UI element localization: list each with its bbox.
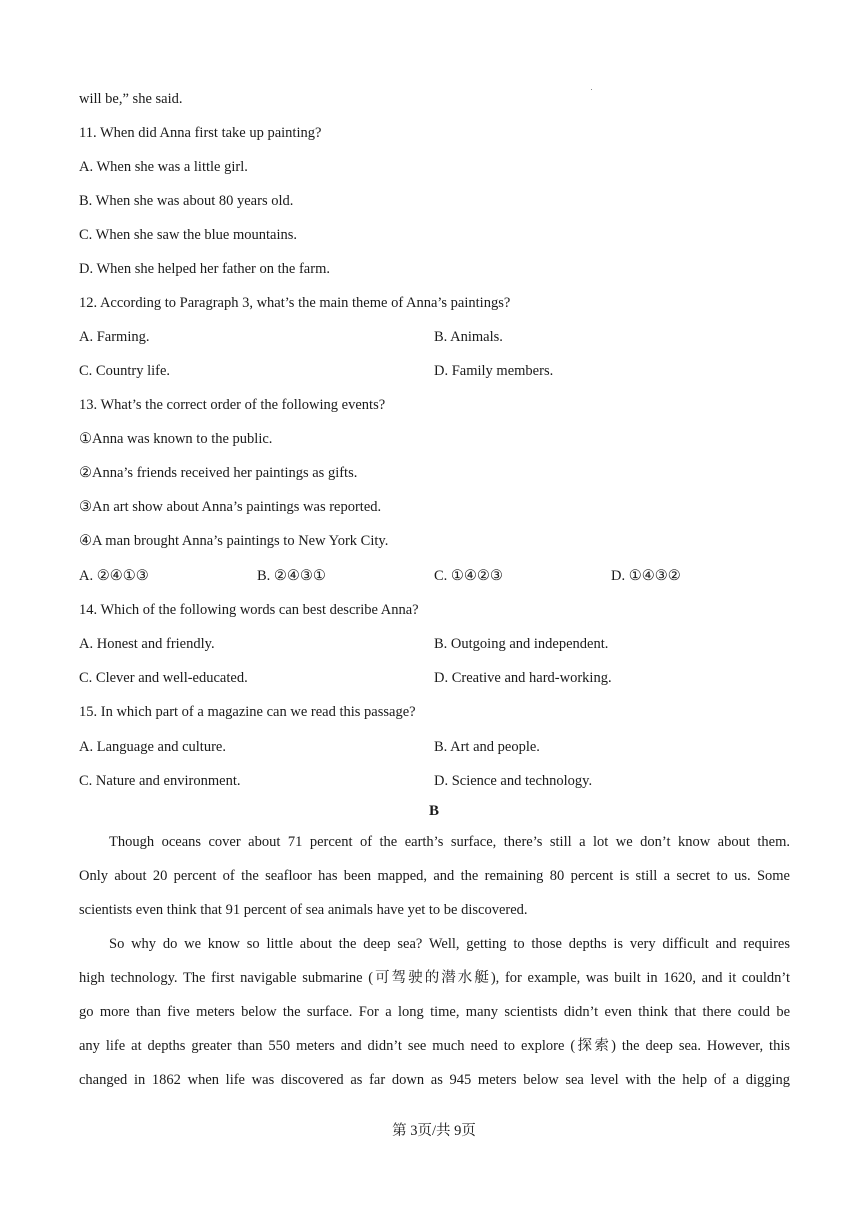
intro-line: will be,” she said.: [79, 91, 183, 107]
q13-option-a: A. ②④①③: [79, 568, 149, 584]
q14-option-a: A. Honest and friendly.: [79, 636, 215, 652]
q12-option-c: C. Country life.: [79, 363, 171, 379]
q11-option-a: A. When she was a little girl.: [79, 159, 248, 175]
section-b-heading: B: [428, 803, 439, 819]
p2-line-2: high technology. The first navigable submarine (可驾驶的潜水艇), for example, was built in 1620, and it couldn’t: [79, 970, 790, 986]
q12-option-b: B. Animals.: [434, 329, 503, 345]
q13-event-3: ③An art show about Anna’s paintings was reported.: [79, 499, 382, 515]
q13-event-4: ④A man brought Anna’s paintings to New York City.: [79, 533, 389, 549]
p2-line-4: any life at depths greater than 550 meters and didn’t see much need to explore (探索) the deep sea. However, this: [79, 1038, 790, 1054]
q14-stem: 14. Which of the following words can best describe Anna?: [79, 602, 419, 618]
p2-line-5: changed in 1862 when life was discovered as far down as 945 meters below sea level with the help of a digging: [79, 1072, 790, 1088]
q14-option-b: B. Outgoing and independent.: [434, 636, 609, 652]
scan-speck: [591, 89, 592, 90]
q11-option-c: C. When she saw the blue mountains.: [79, 227, 298, 243]
q14-option-d: D. Creative and hard-working.: [434, 670, 612, 686]
q13-event-2: ②Anna’s friends received her paintings as gifts.: [79, 465, 358, 481]
q15-option-a: A. Language and culture.: [79, 739, 226, 755]
p2-line-3: go more than five meters below the surface. For a long time, many scientists didn’t even think that there could be: [79, 1004, 790, 1020]
q14-option-c: C. Clever and well-educated.: [79, 670, 248, 686]
q11-option-b: B. When she was about 80 years old.: [79, 193, 294, 209]
q11-stem: 11. When did Anna first take up painting?: [79, 125, 322, 141]
p1-line-3: scientists even think that 91 percent of sea animals have yet to be discovered.: [79, 902, 528, 918]
q12-stem: 12. According to Paragraph 3, what’s the main theme of Anna’s paintings?: [79, 295, 511, 311]
q13-option-b: B. ②④③①: [257, 568, 326, 584]
p1-line-1: Though oceans cover about 71 percent of the earth’s surface, there’s still a lot we don’t know about them.: [109, 834, 790, 850]
q15-option-d: D. Science and technology.: [434, 773, 593, 789]
q15-stem: 15. In which part of a magazine can we read this passage?: [79, 704, 416, 720]
page-footer: 第 3页/共 9页: [392, 1123, 476, 1139]
q13-option-c: C. ①④②③: [434, 568, 503, 584]
q13-option-d: D. ①④③②: [611, 568, 681, 584]
q13-event-1: ①Anna was known to the public.: [79, 431, 273, 447]
q13-stem: 13. What’s the correct order of the following events?: [79, 397, 386, 413]
q11-option-d: D. When she helped her father on the farm.: [79, 261, 330, 277]
q15-option-b: B. Art and people.: [434, 739, 540, 755]
q15-option-c: C. Nature and environment.: [79, 773, 241, 789]
p1-line-2: Only about 20 percent of the seafloor has been mapped, and the remaining 80 percent is still a secret to us. Some: [79, 868, 790, 884]
q12-option-a: A. Farming.: [79, 329, 150, 345]
p2-line-1: So why do we know so little about the deep sea? Well, getting to those depths is very difficult and requires: [109, 936, 790, 952]
q12-option-d: D. Family members.: [434, 363, 554, 379]
